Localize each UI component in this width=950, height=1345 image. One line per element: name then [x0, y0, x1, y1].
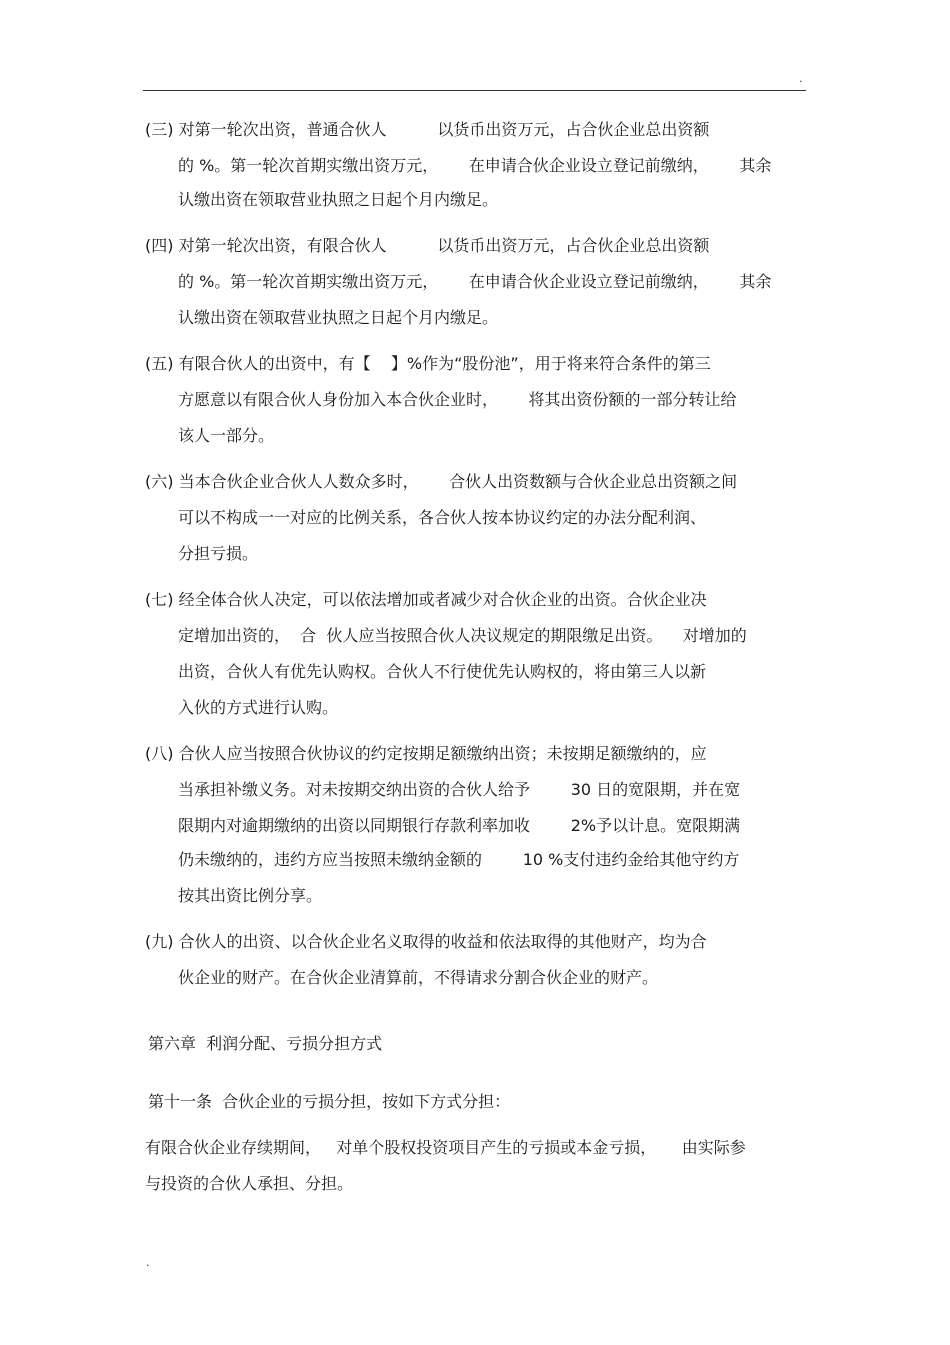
text-line: (四) 对第一轮次出资，有限合伙人 以货币出资万元，占合伙企业总出资额	[145, 236, 710, 255]
text-line: (九) 合伙人的出资、以合伙企业名义取得的收益和依法取得的其他财产，均为合	[145, 932, 707, 951]
text-line: 出资，合伙人有优先认购权。合伙人不行使优先认购权的，将由第三人以新	[178, 662, 707, 681]
text-line: (六) 当本合伙企业合伙人人数众多时， 合伙人出资数额与合伙企业总出资额之间	[145, 472, 738, 491]
text-line: 伙企业的财产。在合伙企业清算前，不得请求分割合伙企业的财产。	[178, 968, 659, 987]
header-mark: .	[799, 72, 803, 85]
text-line: 有限合伙企业存续期间， 对单个股权投资项目产生的亏损或本金亏损， 由实际参	[145, 1138, 746, 1157]
text-line: (三) 对第一轮次出资，普通合伙人 以货币出资万元，占合伙企业总出资额	[145, 120, 710, 139]
text-line: 与投资的合伙人承担、分担。	[145, 1174, 354, 1193]
text-line: (五) 有限合伙人的出资中，有【 】%作为“股份池”，用于将来符合条件的第三	[145, 354, 711, 373]
text-line: 该人一部分。	[178, 426, 275, 445]
text-line: 可以不构成一一对应的比例关系，各合伙人按本协议约定的办法分配利润、	[178, 508, 707, 527]
text-line: (七) 经全体合伙人决定，可以依法增加或者减少对合伙企业的出资。合伙企业决	[145, 590, 707, 609]
text-line: 仍未缴纳的，违约方应当按照未缴纳金额的 10 %支付违约金给其他守约方	[178, 850, 740, 869]
text-line: 定增加出资的， 合 伙人应当按照合伙人决议规定的期限缴足出资。 对增加的	[178, 626, 747, 645]
text-line: 第十一条 合伙企业的亏损分担，按如下方式分担：	[148, 1092, 511, 1111]
text-line: 认缴出资在领取营业执照之日起个月内缴足。	[178, 308, 499, 327]
footer-mark: .	[146, 1256, 150, 1269]
text-line: 认缴出资在领取营业执照之日起个月内缴足。	[178, 190, 499, 209]
text-line: 的 %。第一轮次首期实缴出资万元， 在申请合伙企业设立登记前缴纳， 其余	[178, 156, 772, 175]
text-line: 按其出资比例分享。	[178, 886, 323, 905]
text-line: 第六章 利润分配、亏损分担方式	[148, 1034, 383, 1053]
text-line: 分担亏损。	[178, 544, 259, 563]
header-rule	[143, 90, 806, 91]
text-line: 限期内对逾期缴纳的出资以同期银行存款利率加收 2%予以计息。宽限期满	[178, 816, 741, 835]
text-line: 方愿意以有限合伙人身份加入本合伙企业时， 将其出资份额的一部分转让给	[178, 390, 737, 409]
text-line: (八) 合伙人应当按照合伙协议的约定按期足额缴纳出资；未按期足额缴纳的，应	[145, 744, 707, 763]
text-line: 当承担补缴义务。对未按期交纳出资的合伙人给予 30 日的宽限期，并在宽	[178, 780, 741, 799]
text-line: 入伙的方式进行认购。	[178, 698, 339, 717]
text-line: 的 %。第一轮次首期实缴出资万元， 在申请合伙企业设立登记前缴纳， 其余	[178, 272, 772, 291]
